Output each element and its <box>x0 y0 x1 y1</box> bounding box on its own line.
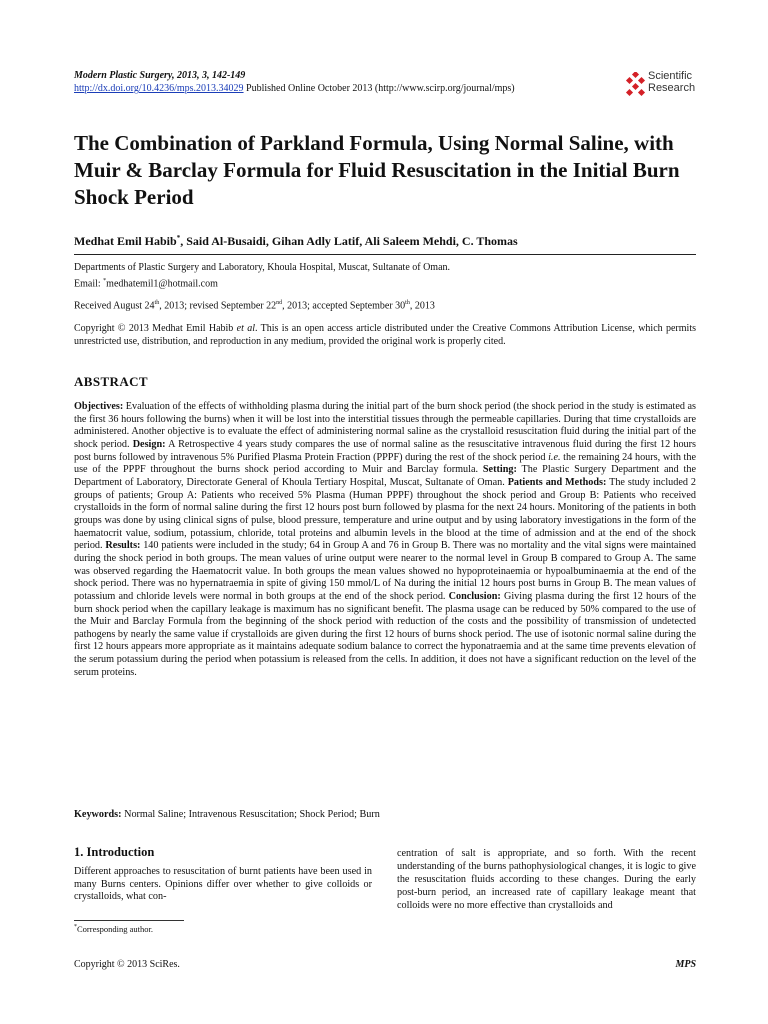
conclusion-label: Conclusion: <box>448 590 501 602</box>
objectives-text: Evaluation of the effects of withholding plasma during the initial part of the burn shock period (the shock period in the study is estimated as the first 36 hours following the burns) when it will be lost into the interstitial tissues through the permeable capillaries. During that time crystalloids are administered. Another objective is to evaluate the effect of administering normal saline as the crystalloid resuscitation fluid during the initial part of the shock period. <box>74 401 696 450</box>
logo-line-1: Scientific <box>648 70 693 82</box>
email-address[interactable]: medhatemil1@hotmail.com <box>106 277 218 289</box>
intro-paragraph-col1: Different approaches to resuscitation of burnt patients have been used in many Burns centers. Opinions differ over whether to give colloids or crystalloids, what con- <box>74 866 372 903</box>
footnote <box>74 924 153 934</box>
author-divider <box>74 254 696 255</box>
setting-label: Setting: <box>482 464 517 476</box>
received-sup: th <box>154 300 160 306</box>
patients-methods-label: Patients and Methods: <box>507 476 607 488</box>
author-list <box>74 234 518 249</box>
doi-line <box>74 83 515 94</box>
year-text: , 2013 <box>409 300 435 312</box>
design-label: Design: <box>132 438 166 450</box>
copyright-pre: Copyright © 2013 Medhat Emil Habib <box>74 323 237 334</box>
footer-journal-abbrev: MPS <box>675 959 696 970</box>
published-info: Published Online October 2013 (http://www.scirp.org/journal/mps) <box>243 83 515 94</box>
paper-title: The Combination of Parkland Formula, Using Normal Saline, with Muir & Barclay Formula for Fluid Resuscitation in the Initial Burn Shock Period <box>74 131 680 209</box>
keywords-text: Normal Saline; Intravenous Resuscitation; Shock Period; Burn <box>121 809 380 820</box>
accepted-text: , 2013; accepted September 30 <box>282 300 406 312</box>
journal-citation: Modern Plastic Surgery, 2013, 3, 142-149 <box>74 70 246 81</box>
design-text-2: the remaining 24 hours, with the use of the PPPF throughout the burns shock period according to Muir and Barclay formula. <box>74 451 697 476</box>
footer-copyright: Copyright © 2013 SciRes. <box>74 959 180 970</box>
publisher-logo <box>624 70 704 100</box>
received-text: Received August 24 <box>74 300 155 312</box>
objectives-label: Objectives: <box>74 401 124 412</box>
patients-methods-text: The study included 2 groups of patients; Group A: Patients who received 5% Plasma (Human PPPF) throughout the shock period and Group B: Patients who received crystalloids in the form of normal saline during the first 12 hours post burn followed by plasma for the next 24 hours. Monitoring of the patients in both groups was done by using clinical signs of pulse, blood pressure, temperature and urine output and by using laboratory investigations in the form of the haematocrit value, sodium, potassium, chloride, total proteins and albumin levels in the blood at the time of admission and at the end of the shock period. <box>74 476 696 552</box>
keywords <box>74 809 380 820</box>
first-author: Medhat Emil Habib <box>74 234 177 248</box>
design-text: A Retrospective 4 years study compares the use of normal saline as the resuscitative intravenous fluid during the first 12 hours post burns followed by intravenous 5% Purified Plasma Protein Fraction (PPPF) during the rest of the shock period <box>74 438 696 463</box>
email-line <box>74 275 696 291</box>
accepted-sup: th <box>405 300 410 306</box>
ie-text: i.e. <box>548 451 561 463</box>
email-label: Email: <box>74 277 104 289</box>
footnote-divider <box>74 920 184 921</box>
copyright-post: . This is an open access article distributed under the Creative Commons Attribution License, which permits unrestricted use, distribution, and reproduction in any medium, provided the original work is properly cited. <box>74 323 696 347</box>
copyright-etal: et al <box>236 323 255 334</box>
email-mark: * <box>103 277 107 284</box>
other-authors: , Said Al-Busaidi, Gihan Adly Latif, Ali Saleem Mehdi, C. Thomas <box>180 234 518 248</box>
abstract-heading: ABSTRACT <box>74 374 148 389</box>
revised-sup: nd <box>276 300 283 306</box>
footnote-mark: * <box>74 924 77 931</box>
setting-text: The Plastic Surgery Department and the Department of Laboratory, Directorate General of Khoula Tertiary Hospital, Muscat, Sultanate of Oman. <box>74 464 696 488</box>
received-dates <box>74 297 435 313</box>
conclusion-text: Giving plasma during the first 12 hours of the burn shock period when the capillary leakage is maximum has no significant benefit. The plasma usage can be reduced by 50% compared to the use of the Muir and Barclay Formula from the beginning of the shock period with reduction of the costs and the possibility of transmission of undetected pathogens by nearly the same value if crystalloids are given during the first 12 hours of burns shock period. The use of isotonic normal saline during the first 12 hours appears more appropriate as it maintains adequate sodium balance to correct the hyponatraemia and at the same time prevents elevation of the serum potassium during the period when potassium is released from the cells. In addition, it does not have a significant reduction on the level of the serum proteins. <box>74 590 696 678</box>
revised-text: , 2013; revised September 22 <box>159 300 277 312</box>
results-text: 140 patients were included in the study; 64 in Group A and 76 in Group B. There was no mortality and the vital signs were maintained during the shock period in both groups. The mean values of urine output were nearer to the normal level in Group B compared to Group A. The same was observed regarding the Haematocrit value. In both groups the mean values showed no hypoproteinaemia or hypoalbuminaemia at the end of the shock period. There was no hypernatraemia in spite of giving 150 mmol/L of Na during the initial 12 hours post burns in Group B. The mean values of potassium and chloride levels were normal in both groups at the end of the shock period. <box>74 540 696 602</box>
corresponding-mark: * <box>176 234 181 242</box>
keywords-label: Keywords: <box>74 809 122 820</box>
section-heading-introduction: 1. Introduction <box>74 845 155 859</box>
logo-line-2: Research <box>648 82 696 94</box>
scientific-research-logo-icon <box>624 72 646 98</box>
copyright-notice <box>74 323 696 348</box>
results-label: Results: <box>105 540 141 552</box>
footnote-text: Corresponding author. <box>77 924 154 934</box>
doi-link[interactable]: http://dx.doi.org/10.4236/mps.2013.34029 <box>74 83 244 94</box>
affiliation <box>74 262 696 291</box>
abstract-body <box>74 401 696 679</box>
department: Departments of Plastic Surgery and Laboratory, Khoula Hospital, Muscat, Sultanate of Oman. <box>74 262 451 273</box>
intro-paragraph-col2: centration of salt is appropriate, and so forth. With the recent understanding of the burns pathophysiological changes, it is logic to give the resuscitation fluids according to these changes. During the early post-burn period, an increased rate of capillary leakage meant that colloids were no more effective than crystalloids and <box>397 848 696 912</box>
